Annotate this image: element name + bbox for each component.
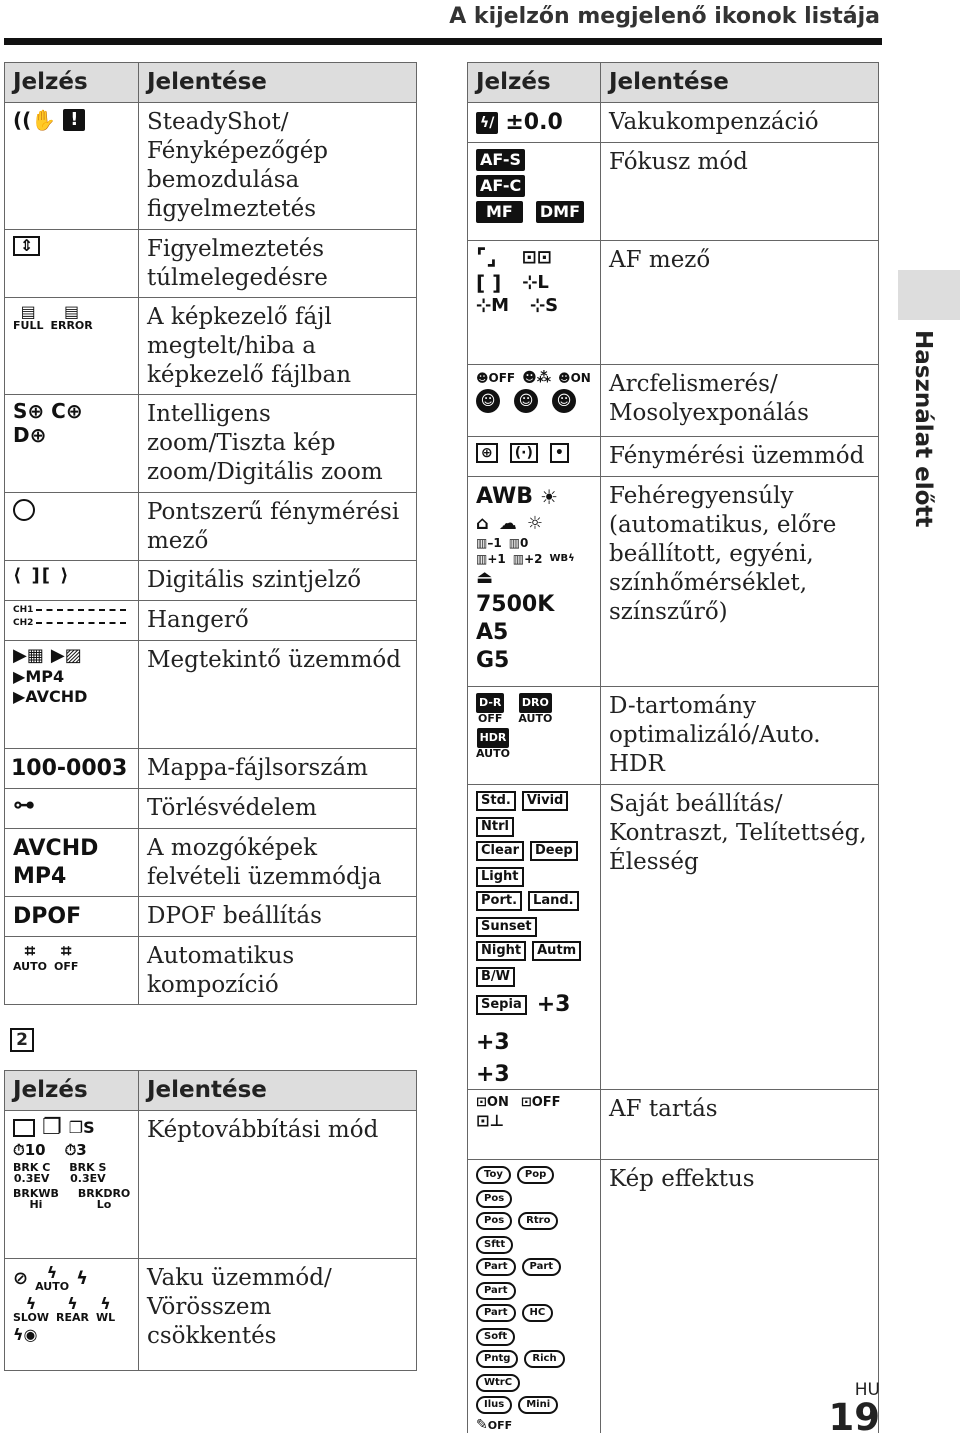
flash-auto-icon: ϟ AUTO: [35, 1263, 70, 1293]
smile-icon: ☺: [552, 389, 576, 413]
bracket-c-icon: BRK C 0.3EV: [13, 1161, 51, 1185]
saturation-adjust: +3: [476, 1030, 510, 1055]
audio-level-ch2: CH2: [13, 618, 132, 628]
steadyshot-icon: ((✋: [13, 108, 57, 132]
meaning-cell: SteadyShot/ Fényképezőgép bemozdulása figyelmeztetés: [139, 103, 417, 230]
cloudy-icon: ☁: [498, 513, 517, 534]
effect-rich-tone-mono-icon: Rich: [524, 1350, 564, 1368]
flash-off-icon: ⊘: [13, 1267, 29, 1289]
spot-metering-circle-icon: [13, 499, 35, 521]
meaning-cell: Saját beállítás/ Kontraszt, Telítettség, Élesség: [601, 785, 879, 1090]
face-detect-on-icon: ☻ ON: [558, 371, 591, 385]
header-rule: [4, 38, 882, 45]
col-header-meaning: Jelentése: [601, 63, 879, 103]
meaning-cell: Törlésvédelem: [139, 789, 417, 829]
col-header-symbol: Jelzés: [5, 63, 139, 103]
playback-image-icon: ▶▨: [50, 645, 82, 666]
center-metering-icon: (·): [510, 443, 538, 463]
continuous-shot-icon: ❐: [42, 1115, 62, 1140]
daylight-icon: ☀: [540, 485, 559, 509]
af-wide-icon: ⌜⌟: [476, 245, 497, 270]
meaning-cell: Vakukompenzáció: [601, 103, 879, 143]
database-full-icon: ▤ FULL: [13, 302, 44, 332]
meaning-cell: Digitális szintjelző: [139, 561, 417, 601]
multi-metering-icon: ⊕: [476, 443, 498, 463]
smart-zoom-icon: S⊕: [13, 399, 45, 423]
effect-partial-color-red-icon: Part: [476, 1258, 516, 1276]
effect-pop-color-icon: Pop: [517, 1166, 554, 1184]
playback-avchd-icon: ▶ AVCHD: [13, 687, 88, 706]
fluorescent-plus1-icon: ▥ +1: [476, 552, 506, 566]
fluorescent-0-icon: ▥ 0: [508, 536, 529, 550]
af-flex-spot-s-icon: ⊹ S: [530, 295, 559, 316]
fluorescent-minus1-icon: ▥ –1: [476, 536, 502, 550]
style-portrait-icon: Port.: [476, 891, 522, 911]
spot-metering-icon: •: [550, 443, 569, 463]
style-deep-icon: Deep: [530, 841, 578, 861]
meaning-cell: Fénymérési üzemmód: [601, 437, 879, 477]
smile-icon: ☺: [476, 389, 500, 413]
af-zone-icon: ⊡⊡: [521, 247, 552, 268]
warning-icon: !: [63, 109, 85, 131]
focus-afc-icon: AF-C: [476, 175, 525, 197]
effect-off-icon: ✎ OFF: [476, 1417, 513, 1433]
effect-soft-high-key-icon: Sftt: [476, 1236, 513, 1254]
meaning-cell: AF tartás: [601, 1090, 879, 1160]
movie-format-mp4: MP4: [13, 864, 67, 889]
effect-toy-camera-icon: Toy: [476, 1166, 511, 1184]
auto-framing-off-icon: ⌗ OFF: [53, 941, 79, 973]
effect-miniature-icon: Mini: [518, 1396, 558, 1414]
meaning-cell: Vaku üzemmód/ Vörösszem csökkentés: [139, 1259, 417, 1371]
effect-retro-icon: Rtro: [518, 1212, 558, 1230]
col-header-symbol: Jelzés: [5, 1071, 139, 1111]
protect-key-icon: ⊶: [13, 793, 35, 818]
af-hold-off-icon: ⊡ OFF: [520, 1095, 561, 1110]
meaning-cell: Arcfelismerés/ Mosolyexponálás: [601, 365, 879, 437]
fluorescent-plus2-icon: ▥ +2: [512, 552, 543, 566]
dro-auto-icon: DRO AUTO: [518, 693, 552, 724]
af-hold-on-icon: ⊡ ON: [476, 1095, 509, 1110]
icon-table-left: [4, 62, 417, 1005]
bracket-dro-icon: BRKDRO Lo: [77, 1187, 131, 1211]
flash-compensation-value: ±0.0: [505, 110, 563, 135]
dro-off-icon: D-R OFF: [476, 693, 504, 724]
flash-fill-icon: ϟ: [76, 1267, 88, 1289]
effect-illustration-icon: Ilus: [476, 1396, 512, 1414]
color-temp-value: 7500K A5: [476, 592, 555, 645]
page-language: HU: [854, 1380, 880, 1400]
effect-posterization-bw-icon: Pos: [476, 1212, 512, 1230]
folder-file-number: 100-0003: [11, 756, 128, 781]
bracket-s-icon: BRK S 0.3EV: [69, 1161, 107, 1185]
shade-icon: ⌂: [476, 513, 489, 534]
flash-rear-icon: ϟ REAR: [56, 1294, 89, 1324]
style-bw-icon: B/W: [476, 967, 515, 987]
self-timer-10-icon: ⏱ 10: [13, 1141, 46, 1159]
icon-table-right: [467, 62, 879, 1433]
movie-format-avchd: AVCHD: [13, 836, 99, 861]
style-autumn-icon: Autm: [532, 941, 581, 961]
page-number: 19: [828, 1396, 880, 1433]
overheat-icon: ⇕: [13, 236, 40, 256]
smile-icon: ☺: [514, 389, 538, 413]
meaning-cell: Fehéregyensúly (automatikus, előre beállított, egyéni, színhőmérséklet, színszűrő): [601, 477, 879, 687]
face-detect-off-icon: ☻ OFF: [476, 371, 516, 385]
effect-partial-color-blue-icon: Part: [476, 1282, 516, 1300]
flash-compensation-icon: ϟ/: [476, 112, 498, 134]
self-timer-3-icon: ⏱ 3: [64, 1141, 87, 1159]
style-sunset-icon: Sunset: [476, 917, 537, 937]
database-error-icon: ▤ ERROR: [50, 302, 93, 332]
speed-priority-icon: ❐S: [68, 1118, 95, 1137]
meaning-cell: Képtovábbítási mód: [139, 1111, 417, 1259]
col-header-symbol: Jelzés: [468, 63, 601, 103]
style-vivid-icon: Vivid: [522, 791, 569, 811]
page-header-title: A kijelzőn megjelenő ikonok listája: [449, 4, 880, 29]
meaning-cell: DPOF beállítás: [139, 897, 417, 937]
hdr-auto-icon: HDR AUTO: [476, 728, 510, 759]
red-eye-icon: ϟ◉: [13, 1325, 38, 1344]
awb-label: AWB: [476, 484, 534, 509]
af-flex-spot-l-icon: ⊹ L: [522, 272, 549, 293]
effect-partial-color-yellow-icon: Part: [476, 1304, 516, 1322]
flash-wireless-icon: ϟ WL: [96, 1294, 116, 1324]
effect-partial-color-green-icon: Part: [522, 1258, 562, 1276]
sharpness-adjust: +3: [476, 1062, 510, 1087]
meaning-cell: D-tartomány optimalizáló/Auto. HDR: [601, 687, 879, 785]
playback-mp4-icon: ▶ MP4: [13, 667, 65, 686]
side-tab-marker: [898, 270, 960, 320]
contrast-adjust: +3: [536, 992, 571, 1017]
meaning-cell: Automatikus kompozíció: [139, 937, 417, 1005]
focus-afs-icon: AF-S: [476, 149, 525, 171]
effect-hdr-painting-icon: Pntg: [476, 1350, 518, 1368]
clear-zoom-icon: C⊕: [51, 399, 83, 423]
col-header-meaning: Jelentése: [139, 63, 417, 103]
meaning-cell: Mappa-fájlsorszám: [139, 749, 417, 789]
symbol-cell: [5, 103, 139, 230]
af-center-icon: [ ]: [476, 271, 502, 295]
focus-dmf-icon: DMF: [536, 201, 584, 223]
style-clear-icon: Clear: [476, 841, 524, 861]
style-sepia-icon: Sepia: [476, 995, 527, 1015]
flash-wb-icon: WB ϟ: [549, 553, 575, 564]
section-marker: 2: [10, 1028, 34, 1052]
meaning-cell: Kép effektus: [601, 1160, 879, 1433]
meaning-cell: Intelligens zoom/Tiszta kép zoom/Digitális zoom: [139, 395, 417, 493]
style-neutral-icon: Ntrl: [476, 817, 514, 837]
playback-list-icon: ▶▦: [13, 645, 44, 666]
level-gauge-icon: ⟨ ][ ⟩: [13, 565, 71, 586]
col-header-meaning: Jelentése: [139, 1071, 417, 1111]
meaning-cell: Megtekintő üzemmód: [139, 641, 417, 749]
af-hold-icon: ⊡⊥: [476, 1111, 505, 1130]
focus-mf-icon: MF: [476, 201, 523, 223]
style-light-icon: Light: [476, 867, 524, 887]
single-shot-icon: [13, 1119, 35, 1137]
style-landscape-icon: Land.: [528, 891, 579, 911]
style-night-icon: Night: [476, 941, 526, 961]
effect-high-contrast-mono-icon: HC: [522, 1304, 554, 1322]
meaning-cell: Hangerő: [139, 601, 417, 641]
effect-watercolor-icon: WtrC: [476, 1374, 520, 1392]
dpof-label: DPOF: [13, 904, 82, 929]
flash-slow-icon: ϟ SLOW: [13, 1294, 50, 1324]
digital-zoom-icon: D⊕: [13, 423, 47, 447]
auto-framing-auto-icon: ⌗ AUTO: [13, 941, 47, 973]
af-flex-spot-m-icon: ⊹ M: [476, 295, 510, 316]
meaning-cell: Pontszerű fénymérési mező: [139, 493, 417, 561]
icon-table-left-2: [4, 1070, 417, 1371]
effect-posterization-icon: Pos: [476, 1190, 512, 1208]
bracket-wb-icon: BRKWB Hi: [13, 1187, 59, 1211]
face-detect-registered-icon: ☻⁂: [522, 370, 552, 386]
meaning-cell: Fókusz mód: [601, 143, 879, 241]
side-tab-label: Használat előtt: [910, 330, 936, 528]
style-standard-icon: Std.: [476, 791, 516, 811]
meaning-cell: A mozgóképek felvételi üzemmódja: [139, 829, 417, 897]
audio-level-ch1: CH1: [13, 605, 132, 615]
effect-soft-focus-icon: Soft: [476, 1328, 515, 1346]
color-filter-value: G5: [476, 648, 510, 673]
meaning-cell: AF mező: [601, 241, 879, 365]
meaning-cell: Figyelmeztetés túlmelegedésre: [139, 230, 417, 298]
meaning-cell: A képkezelő fájl megtelt/hiba a képkezelő fájlban: [139, 298, 417, 395]
incandescent-icon: ☼: [526, 513, 544, 534]
custom-wb-icon: ⏏: [476, 567, 494, 588]
